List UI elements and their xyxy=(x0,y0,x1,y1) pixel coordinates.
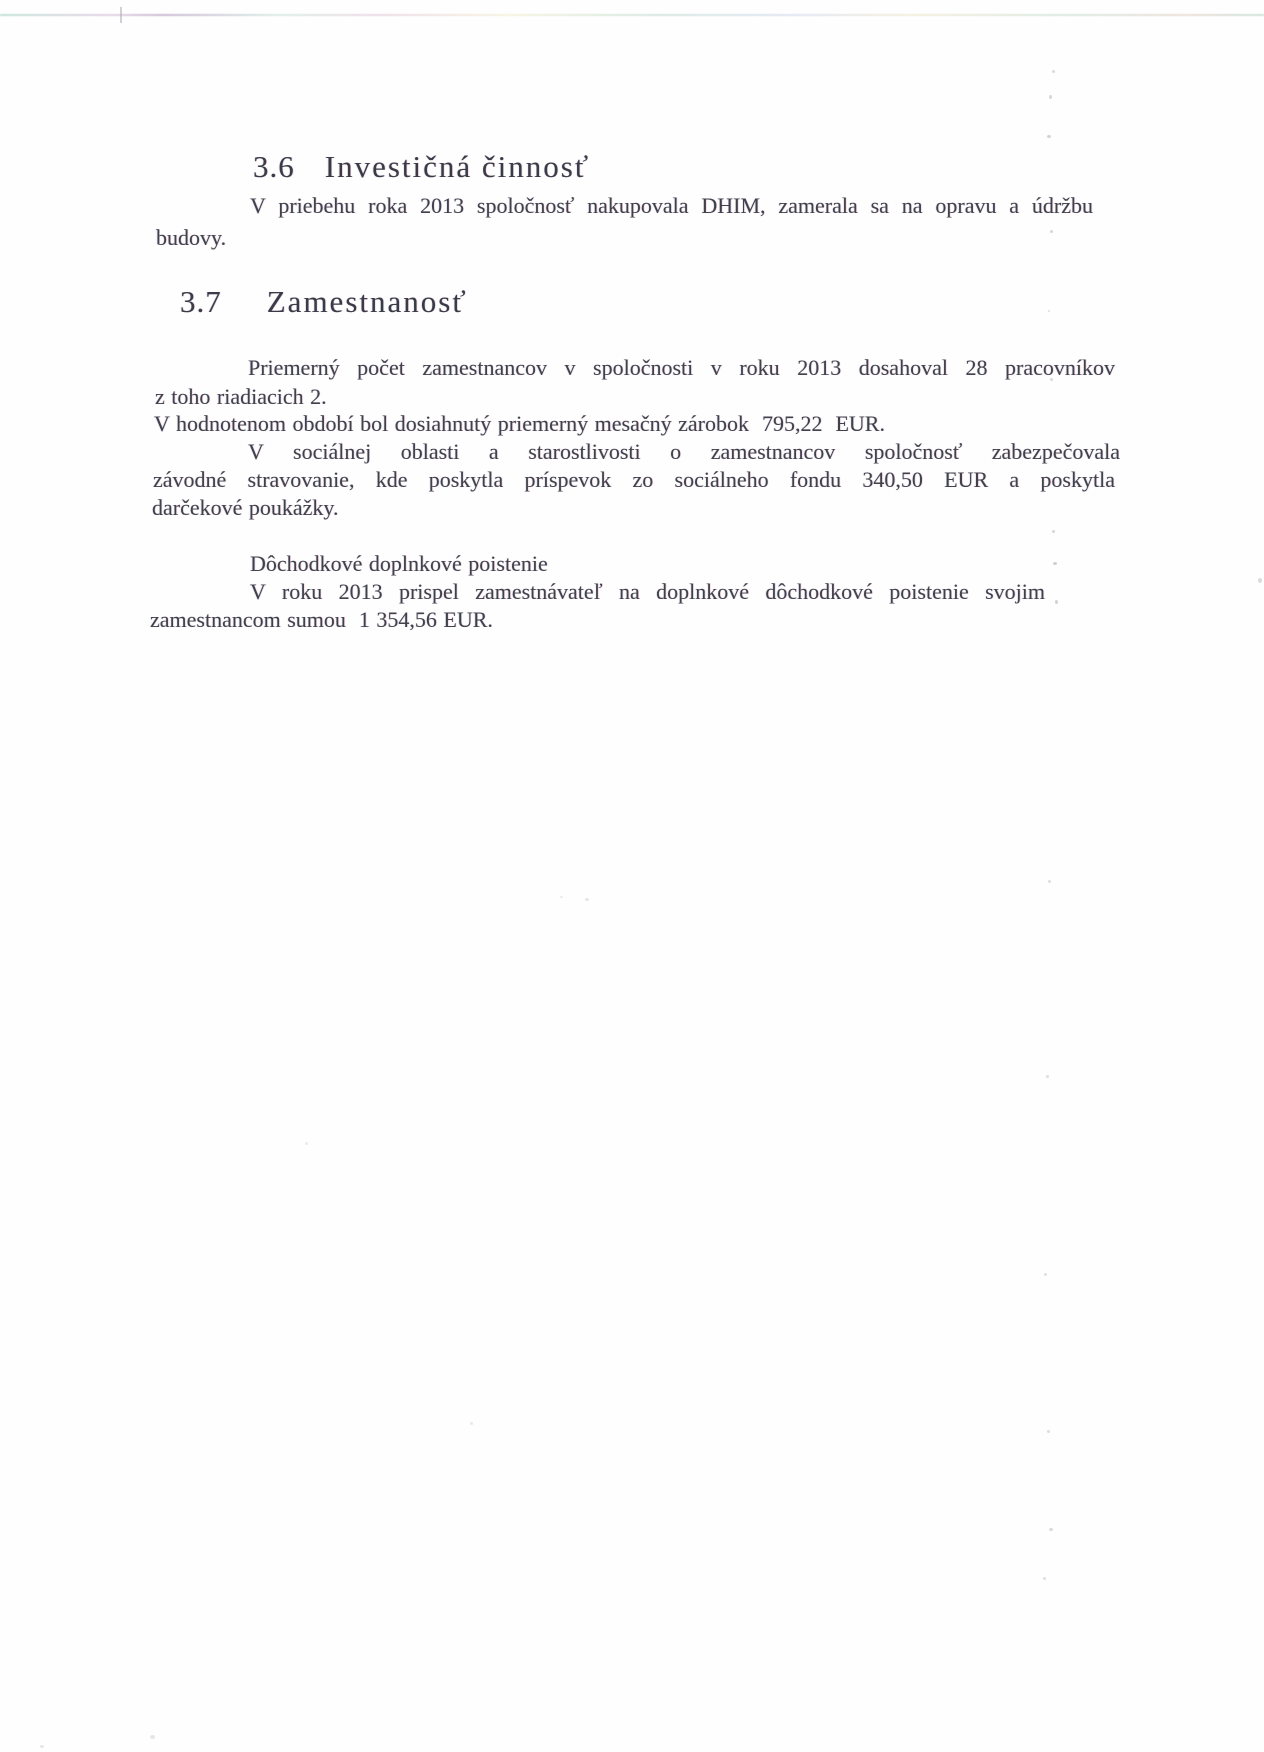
section-heading-3-6 xyxy=(253,149,590,185)
scan-speck xyxy=(150,1735,155,1739)
scan-artifact-tick xyxy=(120,7,122,23)
scan-speck xyxy=(1052,530,1055,533)
scan-speck xyxy=(1049,95,1052,99)
scan-speck xyxy=(1043,1577,1046,1580)
section-heading-3-7 xyxy=(180,284,468,320)
scan-speck xyxy=(1050,230,1053,233)
scan-speck xyxy=(1053,562,1057,565)
subheading-pension: Dôchodkové doplnkové poistenie xyxy=(250,551,548,576)
paragraph-line: Priemerný počet zamestnancov v spoločnosti v roku 2013 dosahoval 28 pracovníkov xyxy=(248,355,1115,380)
scan-speck xyxy=(1047,135,1051,138)
paragraph-line: zamestnancom sumou 1 354,56 EUR. xyxy=(150,607,493,632)
paragraph-line: z toho riadiacich 2. xyxy=(155,384,327,409)
section-title: Investičná činnosť xyxy=(324,149,591,184)
section-number: 3.6 xyxy=(253,149,295,184)
scan-speck xyxy=(1046,1075,1049,1078)
scan-speck xyxy=(585,898,589,901)
scan-speck xyxy=(1048,310,1050,312)
scan-speck xyxy=(1049,1528,1053,1531)
scan-speck xyxy=(560,896,563,898)
scan-speck xyxy=(1047,1430,1050,1433)
paragraph-line: V roku 2013 prispel zamestnávateľ na doplnkové dôchodkové poistenie svojim xyxy=(250,579,1045,604)
scan-speck xyxy=(1055,600,1058,604)
paragraph-line: V priebehu roka 2013 spoločnosť nakupovala DHIM, zamerala sa na opravu a údržbu xyxy=(250,193,1093,218)
paragraph-line: V hodnotenom období bol dosiahnutý priemerný mesačný zárobok 795,22 EUR. xyxy=(154,411,885,436)
scan-speck xyxy=(1048,880,1051,883)
section-title: Zamestnanosť xyxy=(266,284,468,319)
scan-speck xyxy=(305,1142,308,1145)
paragraph-line: budovy. xyxy=(156,225,227,250)
scan-speck xyxy=(1258,578,1262,583)
scan-speck xyxy=(1052,70,1055,73)
paragraph-line: závodné stravovanie, kde poskytla príspevok zo sociálneho fondu 340,50 EUR a poskytla xyxy=(153,467,1115,492)
scan-speck xyxy=(1044,1273,1047,1276)
scan-artifact-top-line xyxy=(0,14,1264,16)
scan-speck xyxy=(1050,378,1053,381)
paragraph-line: darčekové poukážky. xyxy=(152,495,339,520)
scan-speck xyxy=(470,1422,473,1425)
paragraph-line: V sociálnej oblasti a starostlivosti o zamestnancov spoločnosť zabezpečovala xyxy=(248,439,1120,464)
section-number: 3.7 xyxy=(180,284,222,319)
scan-speck xyxy=(40,1745,44,1748)
